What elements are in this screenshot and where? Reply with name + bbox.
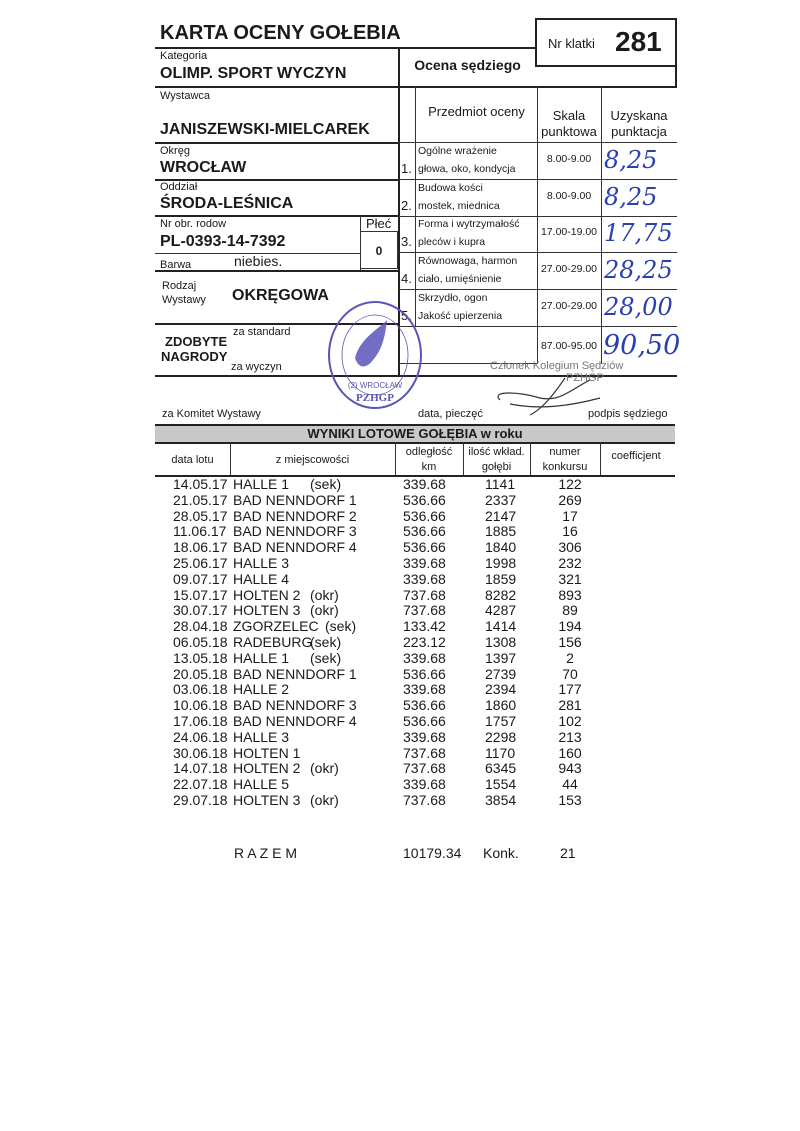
svg-text:PZHGP: PZHGP (356, 392, 394, 404)
flight-date: 28.04.18 (173, 618, 228, 635)
branch-label: Oddział (160, 181, 198, 193)
criterion-line1: Budowa kości (418, 182, 483, 194)
divider (398, 289, 677, 290)
award-standard-label: za standard (233, 326, 291, 338)
flight-number: 153 (558, 792, 582, 808)
flight-tag: (okr) (310, 602, 339, 619)
result-row (155, 666, 675, 682)
flight-date: 25.06.17 (173, 555, 228, 571)
flight-distance: 339.68 (403, 649, 446, 666)
flight-place: HOLTEN 2 (233, 760, 301, 777)
flight-birds: 1860 (485, 697, 517, 714)
divider (398, 179, 677, 180)
criterion-score-handwritten: 17,75 (604, 219, 673, 247)
flight-place: HALLE 1 (233, 476, 290, 492)
result-row (155, 492, 675, 508)
col-place: z miejscowości (275, 454, 350, 466)
flight-distance: 737.68 (403, 744, 446, 761)
result-row (155, 618, 675, 634)
criterion-number: 1. (401, 161, 412, 176)
flight-birds: 1170 (485, 744, 516, 761)
total-scale: 87.00-95.00 (540, 340, 598, 352)
flight-distance: 536.66 (403, 507, 446, 524)
category-value: OLIMP. SPORT WYCZYN (160, 65, 347, 82)
flight-distance: 339.68 (403, 476, 446, 492)
flight-date: 24.06.18 (173, 728, 228, 745)
flight-date: 14.07.18 (173, 760, 228, 777)
criterion-line2: ciało, umięśnienie (418, 273, 502, 285)
result-row (155, 745, 675, 761)
divider (155, 215, 398, 217)
result-row (155, 587, 675, 603)
flight-birds: 2337 (485, 491, 517, 508)
total-distance: 10179.34 (403, 845, 462, 861)
flight-distance: 339.68 (403, 555, 446, 571)
flight-number: 16 (562, 523, 578, 540)
result-row (155, 776, 675, 792)
category-label: Kategoria (160, 50, 208, 62)
flight-tag: (sek) (325, 618, 357, 635)
criterion-scale: 8.00-9.00 (546, 153, 592, 165)
sex-label: Płeć (366, 216, 392, 231)
flight-date: 22.07.18 (173, 776, 228, 793)
flight-place: HALLE 4 (233, 570, 290, 587)
exhibitor-label: Wystawca (160, 90, 211, 102)
divider (415, 86, 416, 326)
col-date: data lotu (171, 454, 214, 466)
col-distance: odległość (405, 446, 453, 458)
divider (398, 142, 677, 143)
flight-birds: 1397 (485, 649, 517, 666)
flight-tag: (sek) (310, 634, 342, 650)
criterion-line1: Forma i wytrzymałość (418, 218, 520, 230)
divider (398, 326, 677, 327)
col-coefficient: coefficjent (611, 450, 661, 462)
flight-number: 2 (566, 649, 574, 666)
flight-place: HALLE 5 (233, 776, 290, 793)
flight-birds: 4287 (485, 602, 517, 619)
criterion-line1: Równowaga, harmon (418, 255, 518, 267)
result-row (155, 760, 675, 776)
date-stamp-label: data, pieczęć (418, 408, 483, 420)
flight-tag: (okr) (310, 792, 339, 808)
result-row (155, 555, 675, 571)
flight-distance: 339.68 (403, 570, 446, 587)
flight-date: 09.07.17 (173, 570, 228, 587)
flight-tag: (sek) (310, 649, 342, 666)
flight-number: 943 (558, 760, 582, 777)
total-konk-label: Konk. (483, 845, 519, 861)
flight-place: BAD NENNDORF 3 (233, 697, 357, 714)
flight-date: 29.07.18 (173, 792, 228, 808)
col-distance: km (421, 461, 437, 473)
flight-distance: 339.68 (403, 728, 446, 745)
flight-distance: 339.68 (403, 776, 446, 793)
flight-birds: 1554 (485, 776, 517, 793)
col-number: numer (549, 446, 581, 458)
flight-distance: 536.66 (403, 539, 446, 556)
flight-number: 321 (558, 570, 582, 587)
criterion-scale: 27.00-29.00 (540, 300, 598, 312)
flight-place: HOLTEN 3 (233, 792, 301, 808)
flight-date: 20.05.18 (173, 665, 228, 682)
flight-number: 102 (558, 713, 582, 729)
flight-date: 10.06.18 (173, 697, 228, 714)
criterion-score-handwritten: 8,25 (604, 146, 658, 174)
result-row (155, 523, 675, 539)
flight-date: 15.07.17 (173, 586, 228, 603)
committee-label: za Komitet Wystawy (162, 408, 261, 420)
criterion-score-handwritten: 8,25 (604, 183, 658, 211)
criterion-scale: 8.00-9.00 (546, 190, 592, 202)
flight-birds: 2298 (485, 728, 517, 745)
flight-date: 06.05.18 (173, 634, 228, 650)
criterion-line2: Jakość upierzenia (418, 310, 503, 322)
criterion-line2: głowa, oko, kondycja (418, 163, 516, 175)
flight-date: 18.06.17 (173, 539, 228, 556)
result-row (155, 476, 675, 492)
flight-number: 194 (558, 618, 582, 635)
result-row (155, 650, 675, 666)
flight-number: 44 (562, 776, 578, 793)
awards-label: ZDOBYTE (165, 334, 228, 349)
ring-value: PL-0393-14-7392 (160, 233, 286, 250)
flight-number: 177 (558, 681, 582, 698)
flight-date: 30.06.18 (173, 744, 228, 761)
flight-place: HALLE 1 (233, 649, 290, 666)
flight-distance: 536.66 (403, 713, 446, 729)
divider (675, 63, 677, 87)
flight-distance: 737.68 (403, 602, 446, 619)
flight-birds: 2147 (485, 507, 517, 524)
total-konk: 21 (560, 845, 576, 861)
divider (398, 252, 677, 253)
flight-place: BAD NENNDORF 1 (233, 665, 357, 682)
flight-birds: 1757 (485, 713, 517, 729)
result-row (155, 539, 675, 555)
judge-college-label: Członek Kolegium Sędziów (490, 360, 624, 372)
flight-birds: 3854 (485, 792, 517, 808)
flight-place: BAD NENNDORF 1 (233, 491, 357, 508)
col-number: konkursu (542, 461, 588, 473)
flight-distance: 536.66 (403, 665, 446, 682)
flight-date: 11.06.17 (173, 523, 227, 540)
flight-place: BAD NENNDORF 4 (233, 539, 357, 556)
criterion-scale: 27.00-29.00 (540, 263, 598, 275)
flight-birds: 1414 (485, 618, 517, 635)
card-title: KARTA OCENY GOŁEBIA (160, 22, 401, 44)
flight-birds: 2739 (485, 665, 517, 682)
divider (155, 86, 677, 88)
results-title: WYNIKI LOTOWE GOŁĘBIA w roku (155, 424, 675, 444)
ring-label: Nr obr. rodow (160, 218, 227, 230)
show-type-label: Wystawy (162, 294, 206, 306)
official-stamp (325, 298, 425, 413)
flight-number: 17 (562, 507, 578, 524)
criterion-line1: Ogólne wrażenie (418, 145, 497, 157)
cage-label: Nr klatki (548, 36, 595, 51)
flight-tag: (sek) (310, 476, 342, 492)
divider (398, 216, 677, 217)
criterion-score-handwritten: 28,00 (604, 293, 673, 321)
color-label: Barwa (160, 259, 192, 271)
color-value: niebies. (234, 253, 283, 269)
flight-date: 14.05.17 (173, 476, 228, 492)
svg-text:(2) WROCŁAW: (2) WROCŁAW (347, 381, 403, 390)
criterion-score-handwritten: 28,25 (604, 256, 673, 284)
flight-place: RADEBURG (233, 634, 313, 650)
flight-distance: 737.68 (403, 760, 446, 777)
col-score: punktacja (611, 124, 667, 139)
result-row (155, 571, 675, 587)
flight-place: HOLTEN 1 (233, 744, 301, 761)
flight-date: 13.05.18 (173, 649, 228, 666)
sex-value: 0 (360, 231, 398, 269)
flight-birds: 1998 (485, 555, 517, 571)
flight-birds: 1859 (485, 570, 517, 587)
criterion-number: 4. (401, 271, 412, 286)
criterion-scale: 17.00-19.00 (540, 226, 598, 238)
flight-number: 122 (558, 476, 582, 492)
flight-distance: 737.68 (403, 792, 446, 808)
award-performance-label: za wyczyn (231, 361, 282, 373)
total-label: R A Z E M (234, 845, 298, 861)
flight-number: 160 (558, 744, 582, 761)
result-row (155, 681, 675, 697)
divider (155, 47, 535, 49)
awards-label: NAGRODY (161, 349, 228, 364)
flight-place: HOLTEN 2 (233, 586, 301, 603)
flight-distance: 536.66 (403, 523, 446, 540)
result-row (155, 508, 675, 524)
flight-date: 28.05.17 (173, 507, 228, 524)
col-birds: gołębi (481, 461, 512, 473)
result-row (155, 634, 675, 650)
flight-distance: 536.66 (403, 491, 446, 508)
flight-number: 893 (558, 586, 582, 603)
exhibitor-value: JANISZEWSKI-MIELCAREK (160, 121, 370, 138)
col-subject: Przedmiot oceny (428, 104, 525, 119)
flight-place: BAD NENNDORF 3 (233, 523, 357, 540)
flight-birds: 2394 (485, 681, 517, 698)
criterion-line2: mostek, miednica (418, 200, 500, 212)
result-row (155, 729, 675, 745)
flight-place: HALLE 2 (233, 681, 290, 698)
cage-number: 281 (615, 26, 662, 57)
flight-place: ZGORZELEC (233, 618, 319, 635)
flight-date: 17.06.18 (173, 713, 228, 729)
flight-birds: 1308 (485, 634, 517, 650)
flight-number: 156 (558, 634, 582, 650)
criterion-number: 5. (401, 308, 412, 323)
flight-place: BAD NENNDORF 4 (233, 713, 357, 729)
flight-birds: 1840 (485, 539, 517, 556)
flight-birds: 1141 (485, 476, 516, 492)
flight-birds: 1885 (485, 523, 517, 540)
result-row (155, 792, 675, 808)
flight-tag: (okr) (310, 586, 339, 603)
flight-distance: 133.42 (403, 618, 446, 635)
district-value: WROCŁAW (160, 159, 247, 176)
flight-number: 70 (562, 665, 578, 682)
flight-place: HALLE 3 (233, 555, 290, 571)
show-type-label: Rodzaj (162, 280, 197, 292)
flight-number: 306 (558, 539, 582, 556)
flight-date: 30.07.17 (173, 602, 228, 619)
result-row (155, 697, 675, 713)
flight-number: 232 (558, 555, 582, 571)
branch-value: ŚRODA-LEŚNICA (160, 195, 294, 212)
judge-org-label: PZHGP (566, 372, 604, 384)
judge-header: Ocena sędziego (414, 57, 521, 73)
district-label: Okręg (160, 145, 190, 157)
flight-number: 281 (558, 697, 582, 714)
criterion-line1: Skrzydło, ogon (418, 292, 488, 304)
flight-distance: 339.68 (403, 681, 446, 698)
result-row (155, 602, 675, 618)
result-row (155, 713, 675, 729)
judge-signature-label: podpis sędziego (588, 408, 668, 420)
col-scale: punktowa (541, 124, 597, 139)
col-birds: ilość wkład. (468, 446, 525, 458)
flight-number: 213 (558, 728, 582, 745)
flight-place: HALLE 3 (233, 728, 290, 745)
flight-birds: 6345 (485, 760, 517, 777)
criterion-number: 2. (401, 198, 412, 213)
flight-date: 03.06.18 (173, 681, 228, 698)
divider (155, 142, 398, 144)
flight-tag: (okr) (310, 760, 339, 777)
criterion-line2: pleców i kupra (418, 236, 486, 248)
flight-distance: 223.12 (403, 634, 446, 650)
show-type-value: OKRĘGOWA (232, 287, 329, 304)
total-score-handwritten: 90,50 (603, 330, 681, 361)
flight-distance: 737.68 (403, 586, 446, 603)
flight-place: BAD NENNDORF 2 (233, 507, 357, 524)
flight-date: 21.05.17 (173, 491, 228, 508)
flight-distance: 536.66 (403, 697, 446, 714)
criterion-number: 3. (401, 234, 412, 249)
flight-place: HOLTEN 3 (233, 602, 301, 619)
flight-birds: 8282 (485, 586, 517, 603)
col-scale: Skala (552, 108, 586, 123)
flight-number: 269 (558, 491, 582, 508)
divider (155, 270, 398, 272)
flight-number: 89 (562, 602, 578, 619)
cage-number-box (535, 18, 677, 67)
col-score: Uzyskana (610, 108, 668, 123)
